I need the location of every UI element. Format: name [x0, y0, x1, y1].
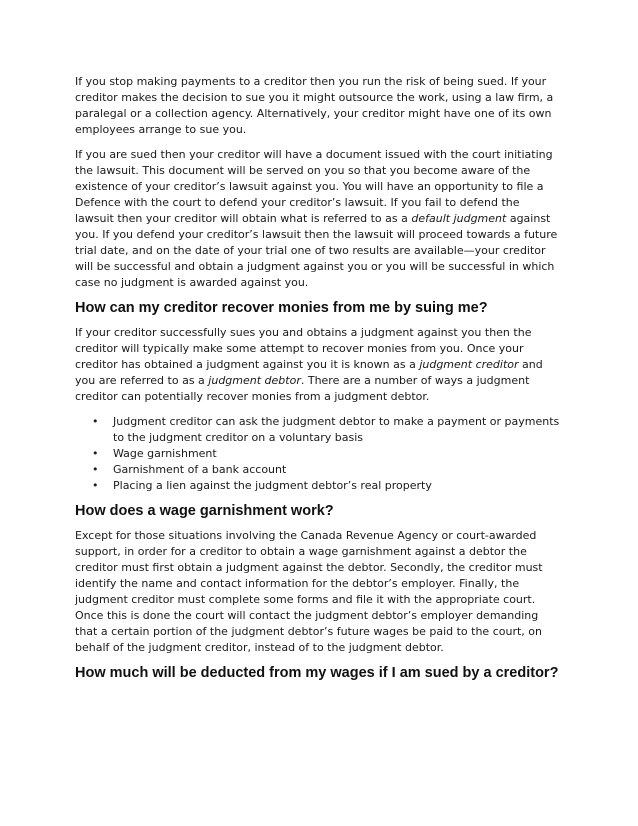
list-item — [75, 462, 561, 478]
list-item — [75, 478, 561, 494]
list-item-text: Judgment creditor can ask the judgment debtor to make a payment or payments to the judgment creditor on a voluntary basis — [113, 415, 560, 444]
garnishment-paragraph: Except for those situations involving the Canada Revenue Agency or court-awarded support, in order for a creditor to obtain a wage garnishment against a debtor the creditor must first obtain a judgment against the debtor. Secondly, the creditor must identify the name and contact information for the debtor’s employer. Finally, the judgment creditor must complete some forms and file it with the appropriate court. Once this is done the court will contact the judgment debtor’s employer demanding that a certain portion of the judgment debtor’s future wages be paid to the court, on behalf of the judgment creditor, instead of to the judgment debtor. — [75, 529, 543, 654]
recovery-methods-list — [75, 414, 561, 494]
bullet-icon: • — [92, 479, 99, 492]
list-item — [75, 414, 561, 446]
judgment-paragraph — [75, 325, 561, 405]
document-page — [75, 74, 561, 690]
list-item-text: Placing a lien against the judgment debtor’s real property — [113, 479, 432, 492]
heading-recover-monies: How can my creditor recover monies from me by suing me? — [75, 300, 488, 316]
judgment-paragraph-text-2: and you are referred to as a — [75, 358, 543, 387]
judgment-paragraph-text-1: If your creditor successfully sues you and obtains a judgment against you then the creditor will typically make some attempt to recover monies from you. Once your creditor has obtained a judgment against you it is known as a — [75, 326, 532, 371]
judgment-debtor-term: judgment debtor — [208, 374, 301, 387]
lawsuit-paragraph-text-1: If you are sued then your creditor will have a document issued with the court initiating the lawsuit. This document will be served on you so that you become aware of the existence of your creditor’s lawsuit against you. You will have an opportunity to file a Defence with the court to defend your creditor’s lawsuit. If you fail to defend the lawsuit then your creditor will obtain what is referred to as a — [75, 148, 553, 225]
list-item — [75, 446, 561, 462]
lawsuit-paragraph — [75, 147, 561, 291]
list-item-text: Wage garnishment — [113, 447, 217, 460]
bullet-icon: • — [92, 463, 99, 476]
bullet-icon: • — [92, 447, 99, 460]
lawsuit-paragraph-text-2: against you. If you defend your creditor’s lawsuit then the lawsuit will proceed towards a future trial date, and on the date of your trial one of two results are available—your creditor will be successful and obtain a judgment against you or you will be successful in which case no judgment is awarded against you. — [75, 212, 558, 289]
default-judgment-term: default judgment — [411, 212, 507, 225]
heading-wage-deduction: How much will be deducted from my wages if I am sued by a creditor? — [75, 665, 559, 681]
intro-paragraph: If you stop making payments to a creditor then you run the risk of being sued. If your creditor makes the decision to sue you it might outsource the work, using a law firm, a paralegal or a collection agency. Alternatively, your creditor might have one of its own employees arrange to sue you. — [75, 75, 554, 136]
heading-wage-garnishment: How does a wage garnishment work? — [75, 503, 334, 519]
bullet-icon: • — [92, 415, 99, 428]
judgment-paragraph-text-3: . There are a number of ways a judgment creditor can potentially recover monies from a judgment debtor. — [75, 374, 530, 403]
judgment-creditor-term: judgment creditor — [419, 358, 519, 371]
list-item-text: Garnishment of a bank account — [113, 463, 287, 476]
